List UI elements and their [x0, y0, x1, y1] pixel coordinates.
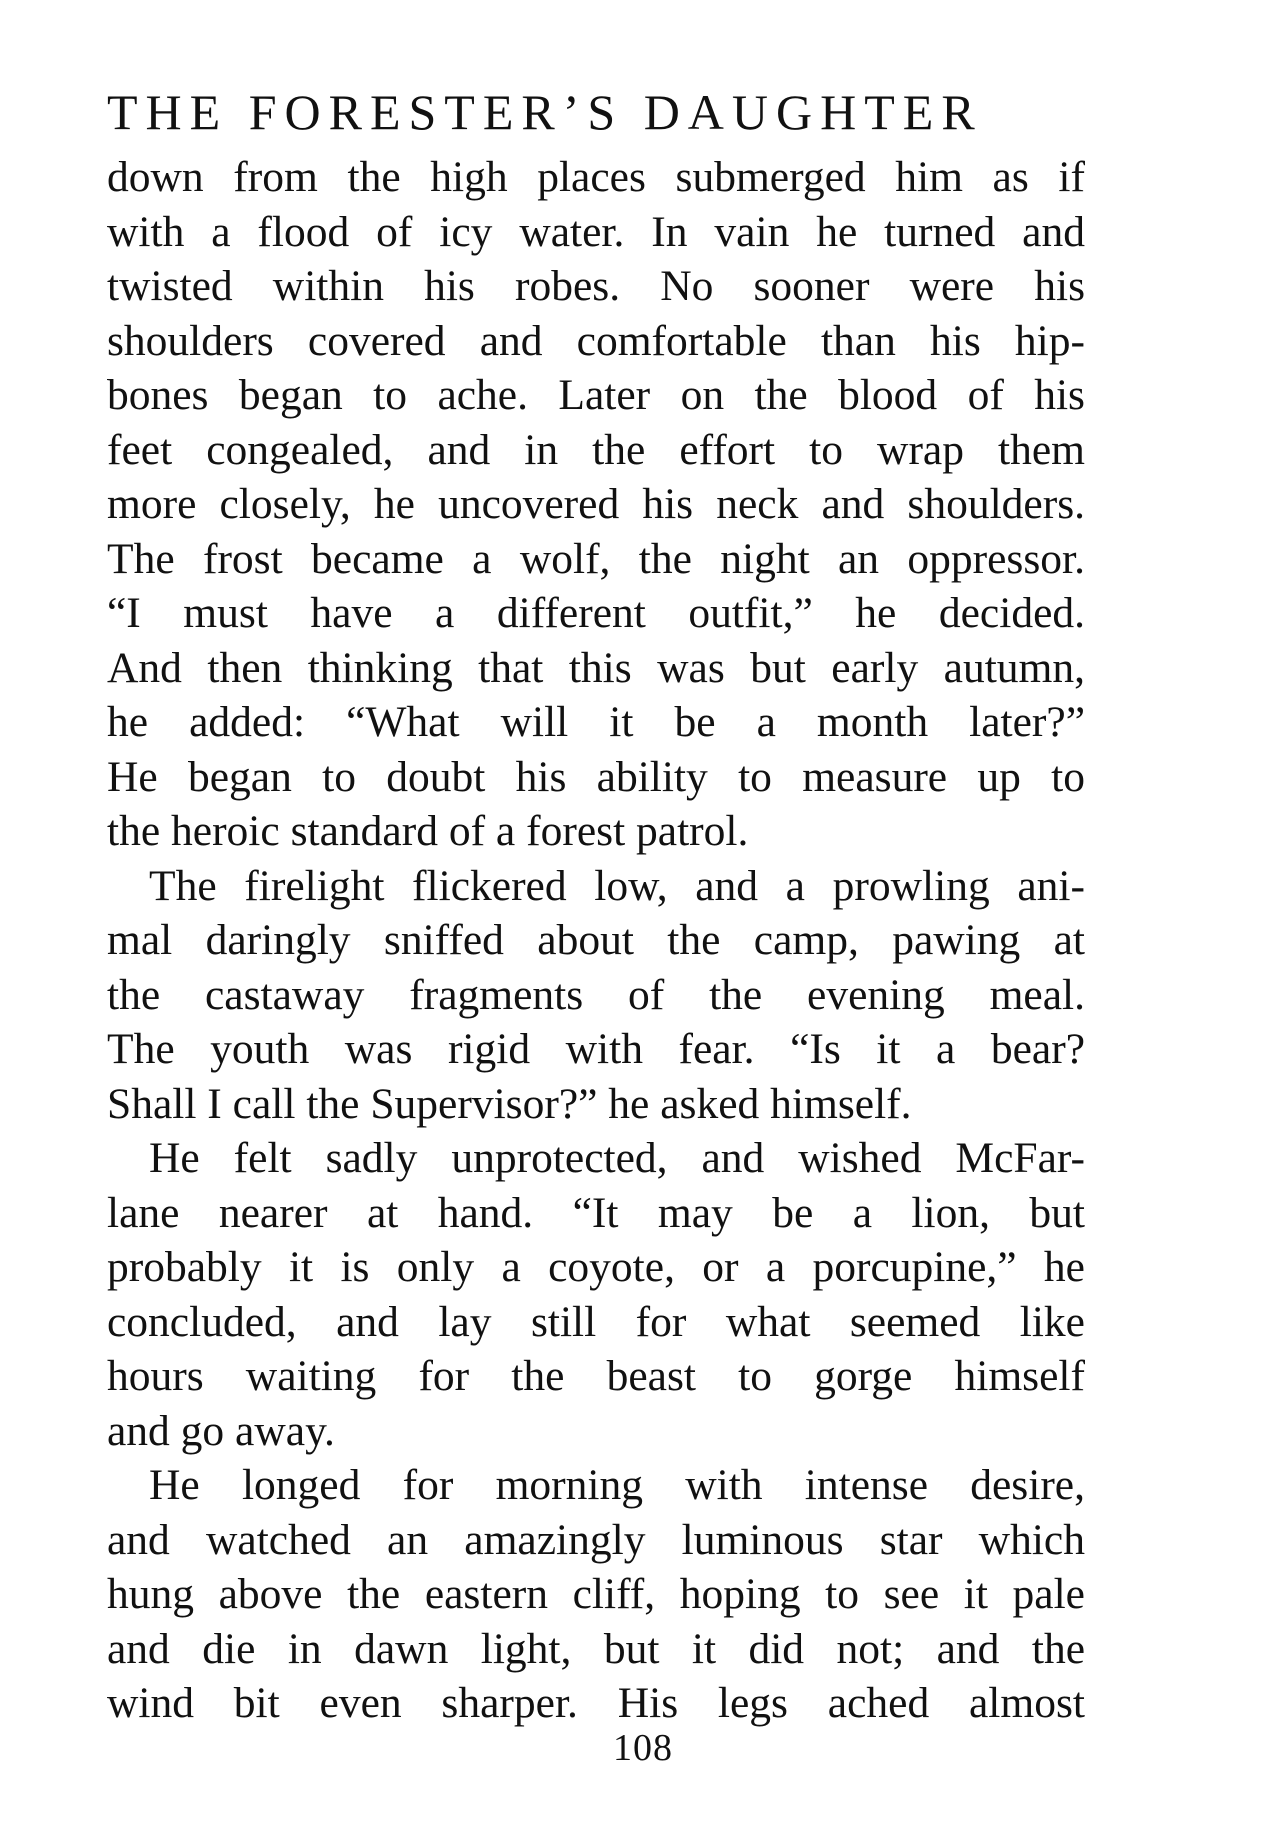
text-line: concluded, and lay still for what seemed like	[107, 1297, 1085, 1346]
text-line: hung above the eastern cliff, hoping to see it pale	[107, 1570, 1085, 1618]
text-line: lane nearer at hand. “It may be a lion, but	[107, 1188, 1085, 1237]
text-line: he added: “What will it be a month later?”	[107, 698, 1085, 746]
text-line: wind bit even sharper. His legs ached almost	[107, 1679, 1085, 1727]
text-line: down from the high places submerged him as if	[107, 153, 1085, 201]
text-line: twisted within his robes. No sooner were his	[107, 262, 1085, 310]
text-line: the heroic standard of a forest patrol.	[107, 807, 749, 855]
paragraph-2	[107, 859, 1085, 1132]
page-number: 108	[613, 1727, 673, 1769]
text-line: The firelight flickered low, and a prowling ani-	[149, 861, 1085, 910]
text-line: The frost became a wolf, the night an oppressor.	[107, 534, 1085, 583]
running-head: THE FORESTER’S DAUGHTER	[107, 84, 983, 140]
text-line: He felt sadly unprotected, and wished McFar-	[149, 1134, 1085, 1182]
text-line: and go away.	[107, 1406, 335, 1455]
text-line: mal daringly sniffed about the camp, pawing at	[107, 916, 1085, 964]
text-line: “I must have a different outfit,” he decided.	[107, 589, 1085, 637]
text-line: And then thinking that this was but early autumn,	[107, 643, 1085, 692]
text-line: Shall I call the Supervisor?” he asked himself.	[107, 1079, 912, 1128]
text-line: and watched an amazingly luminous star which	[107, 1515, 1085, 1564]
text-line: bones began to ache. Later on the blood of his	[107, 371, 1085, 419]
text-line: with a flood of icy water. In vain he turned and	[107, 207, 1085, 256]
paragraph-4	[107, 1458, 1085, 1731]
text-line: probably it is only a coyote, or a porcupine,” he	[107, 1243, 1085, 1291]
text-line: the castaway fragments of the evening meal.	[107, 970, 1085, 1019]
text-line: feet congealed, and in the effort to wrap them	[107, 425, 1085, 474]
text-line: The youth was rigid with fear. “Is it a bear?	[107, 1025, 1085, 1073]
text-line: He began to doubt his ability to measure up to	[107, 752, 1085, 801]
text-line: and die in dawn light, but it did not; and the	[107, 1624, 1085, 1673]
paragraph-1	[107, 150, 1085, 859]
text-line: shoulders covered and comfortable than his hip-	[107, 316, 1085, 365]
text-line: He longed for morning with intense desire,	[149, 1461, 1085, 1509]
paragraph-3	[107, 1131, 1085, 1458]
text-line: more closely, he uncovered his neck and shoulders.	[107, 480, 1085, 528]
book-page	[107, 80, 1085, 1731]
text-line: hours waiting for the beast to gorge himself	[107, 1352, 1085, 1400]
